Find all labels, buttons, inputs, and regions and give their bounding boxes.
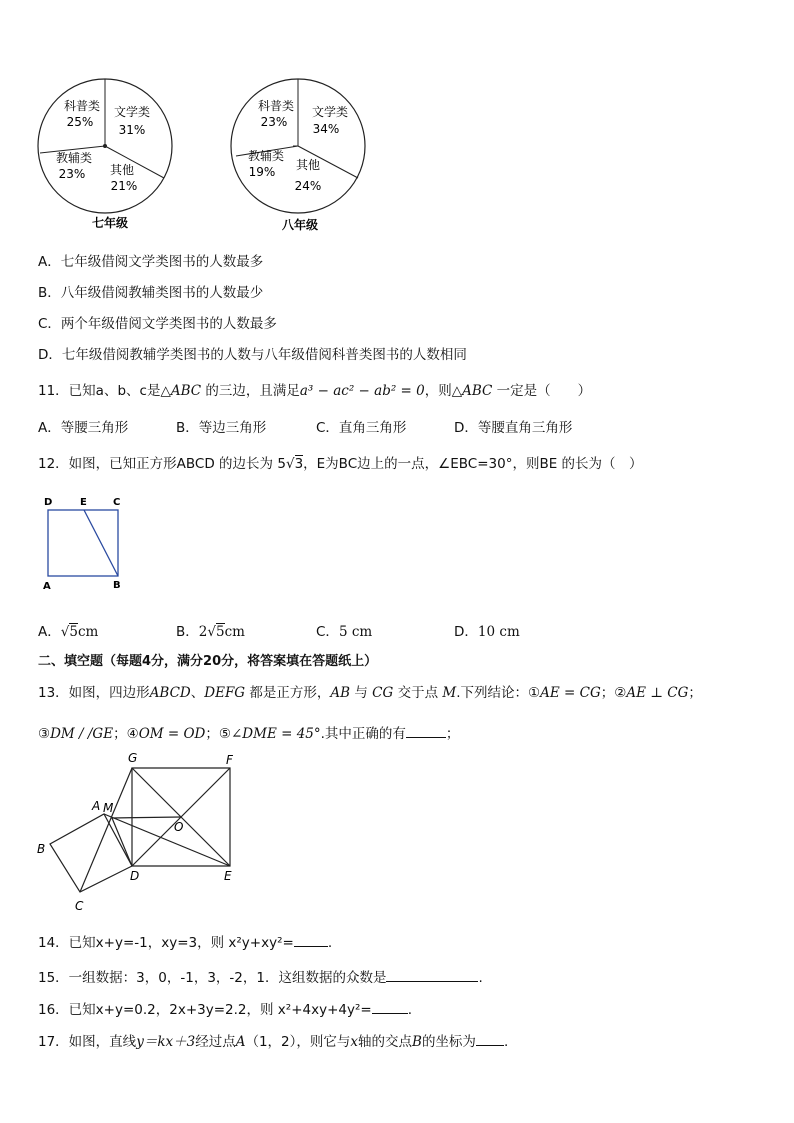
slice-label: 文学类 bbox=[311, 105, 349, 119]
slice-value: 24% bbox=[294, 179, 322, 193]
label-b: B bbox=[113, 580, 121, 591]
q13-line1 bbox=[38, 681, 702, 701]
q10-option-c: C．两个年级借阅文学类图书的人数最多 bbox=[38, 316, 277, 332]
q16 bbox=[38, 998, 412, 1018]
slice-value: 31% bbox=[118, 123, 146, 137]
sqrt-symbol: √ bbox=[207, 624, 216, 640]
q11-triangle: ABC bbox=[170, 383, 202, 399]
option-letter: C． bbox=[316, 624, 339, 640]
option-coef: 5 bbox=[338, 624, 348, 640]
slice-label: 科普类 bbox=[63, 99, 101, 113]
q12-text: 12．如图，已知正方形ABCD 的边长为 bbox=[38, 456, 274, 472]
slice-value: 21% bbox=[110, 179, 138, 193]
math: y＝kx＋3 bbox=[136, 1034, 196, 1050]
slice-label: 教辅类 bbox=[247, 149, 285, 163]
q12-option-a bbox=[38, 620, 98, 640]
q13-text: 交于点 bbox=[393, 685, 443, 701]
option-coef: 10 bbox=[477, 624, 496, 640]
q13-squares-figure bbox=[34, 748, 254, 918]
option-radicand: 5 bbox=[69, 624, 78, 640]
slice-value: 25% bbox=[66, 115, 94, 129]
math: DEFG bbox=[204, 685, 246, 701]
math: B bbox=[412, 1034, 422, 1050]
q11-text: 11．已知a、b、c是△ bbox=[38, 383, 171, 399]
slice-label: 文学类 bbox=[113, 105, 151, 119]
label-a: A bbox=[92, 799, 101, 813]
math: ∠DME = 45° bbox=[230, 726, 321, 742]
q11-option-b: B．等边三角形 bbox=[176, 420, 267, 436]
pie-chart-grade8 bbox=[228, 78, 378, 238]
answer-blank[interactable] bbox=[476, 1033, 504, 1046]
q13-text: .下列结论：① bbox=[456, 685, 541, 701]
q13-text: ；⑤ bbox=[205, 726, 231, 742]
q14-text: 14．已知x+y=-1，xy=3，则 x²y+xy²= bbox=[38, 935, 294, 951]
q12-stem bbox=[38, 452, 643, 472]
q14 bbox=[38, 931, 332, 951]
q17-text: 经过点 bbox=[195, 1034, 236, 1050]
sqrt-symbol: √ bbox=[60, 624, 70, 640]
answer-blank[interactable] bbox=[294, 934, 328, 947]
option-unit: cm bbox=[77, 624, 99, 640]
q13-text: ； bbox=[688, 685, 702, 701]
q11-stem bbox=[38, 379, 591, 399]
label-o: O bbox=[174, 820, 184, 834]
sqrt-symbol: √ bbox=[285, 456, 295, 472]
label-a: A bbox=[43, 581, 51, 592]
q17-text: 17．如图，直线 bbox=[38, 1034, 137, 1050]
q13-text: 都是正方形， bbox=[245, 685, 331, 701]
side-coef: 5 bbox=[277, 456, 286, 472]
math: AE ⊥ CG bbox=[626, 685, 689, 701]
math: DM / /GE bbox=[50, 726, 114, 742]
label-d: D bbox=[44, 497, 53, 508]
label-e: E bbox=[224, 869, 232, 883]
q14-end: . bbox=[327, 935, 333, 951]
q10-option-a: A．七年级借阅文学类图书的人数最多 bbox=[38, 254, 264, 270]
option-letter: A． bbox=[38, 624, 61, 640]
q13-text: ；② bbox=[600, 685, 627, 701]
q11-option-c: C．直角三角形 bbox=[316, 420, 407, 436]
q11-text: ，则△ bbox=[424, 383, 463, 399]
label-f: F bbox=[226, 753, 233, 767]
side-radicand: 3 bbox=[294, 456, 304, 472]
q17 bbox=[38, 1030, 508, 1050]
label-e: E bbox=[80, 497, 87, 508]
q16-text: 16．已知x+y=0.2，2x+3y=2.2，则 x²+4xy+4y²= bbox=[38, 1002, 372, 1018]
q11-option-d: D．等腰直角三角形 bbox=[454, 420, 573, 436]
q13-text: 、 bbox=[190, 685, 205, 701]
slice-label: 科普类 bbox=[257, 99, 295, 113]
label-m: M bbox=[103, 801, 114, 815]
option-letter: D． bbox=[454, 624, 478, 640]
q13-text: ；④ bbox=[113, 726, 139, 742]
label-c: C bbox=[75, 899, 84, 913]
q10-option-d: D．七年级借阅教辅学类图书的人数与八年级借阅科普类图书的人数相同 bbox=[38, 347, 467, 363]
q12-option-d bbox=[454, 620, 520, 640]
chart-caption: 八年级 bbox=[281, 218, 319, 232]
q12-square-figure bbox=[40, 494, 130, 594]
math: AE = CG bbox=[540, 685, 601, 701]
q11-triangle: ABC bbox=[462, 383, 493, 399]
answer-blank[interactable] bbox=[386, 969, 478, 982]
math: AB bbox=[330, 685, 351, 701]
option-unit: cm bbox=[224, 624, 245, 640]
q16-end: . bbox=[407, 1002, 412, 1018]
q11-text: 一定是（ ） bbox=[492, 383, 592, 399]
q15-end: . bbox=[478, 970, 483, 986]
slice-value: 23% bbox=[58, 167, 86, 181]
slice-value: 23% bbox=[260, 115, 288, 129]
q13-text: ③ bbox=[38, 726, 51, 742]
q13-text: 与 bbox=[350, 685, 373, 701]
option-letter: B． bbox=[176, 624, 199, 640]
slice-label: 其他 bbox=[295, 158, 321, 172]
section-heading: 二、填空题（每题4分，满分20分，将答案填在答题纸上） bbox=[38, 654, 378, 669]
q13-text: 13．如图，四边形 bbox=[38, 685, 150, 701]
q12-text: ，E为BC边上的一点，∠EBC=30°，则BE 的长为（ ） bbox=[303, 456, 643, 472]
option-coef: 2 bbox=[198, 624, 208, 640]
q10-option-b: B．八年级借阅教辅类图书的人数最少 bbox=[38, 285, 264, 301]
label-d: D bbox=[130, 869, 140, 883]
math: A bbox=[235, 1034, 246, 1050]
slice-label: 教辅类 bbox=[55, 151, 93, 165]
math: ABCD bbox=[149, 685, 191, 701]
math: M bbox=[442, 685, 457, 701]
q13-text: .其中正确的有 bbox=[320, 726, 406, 742]
option-unit: cm bbox=[351, 624, 373, 640]
q17-text: 的坐标为 bbox=[421, 1034, 476, 1050]
slice-value: 19% bbox=[248, 165, 276, 179]
q15 bbox=[38, 966, 483, 986]
answer-blank[interactable] bbox=[372, 1001, 408, 1014]
slice-label: 其他 bbox=[109, 163, 135, 177]
answer-blank[interactable] bbox=[406, 725, 446, 738]
option-radicand: 5 bbox=[215, 624, 225, 640]
q13-line2 bbox=[38, 722, 459, 742]
q11-option-a: A．等腰三角形 bbox=[38, 420, 129, 436]
q17-end: . bbox=[503, 1034, 509, 1050]
label-g: G bbox=[128, 751, 138, 765]
q17-text: 轴的交点 bbox=[358, 1034, 413, 1050]
label-b: B bbox=[37, 842, 46, 856]
q12-option-b bbox=[176, 620, 245, 640]
q11-text: 的三边，且满足 bbox=[201, 383, 300, 399]
chart-caption: 七年级 bbox=[91, 216, 129, 230]
label-c: C bbox=[113, 497, 121, 508]
q15-text: 15．一组数据：3，0，-1，3，-2，1．这组数据的众数是 bbox=[38, 970, 387, 986]
math: x bbox=[350, 1034, 359, 1050]
q12-option-c bbox=[316, 620, 372, 640]
q11-equation: a³ − ac² − ab² = 0 bbox=[299, 383, 425, 399]
side-length bbox=[277, 455, 303, 472]
pie-chart-grade7 bbox=[30, 78, 180, 238]
slice-value: 34% bbox=[312, 122, 340, 136]
option-unit: cm bbox=[499, 624, 520, 640]
q13-text: ； bbox=[445, 726, 460, 742]
q17-text: （1，2），则它与 bbox=[245, 1034, 351, 1050]
math: CG bbox=[372, 685, 394, 701]
math: OM = OD bbox=[138, 726, 206, 742]
